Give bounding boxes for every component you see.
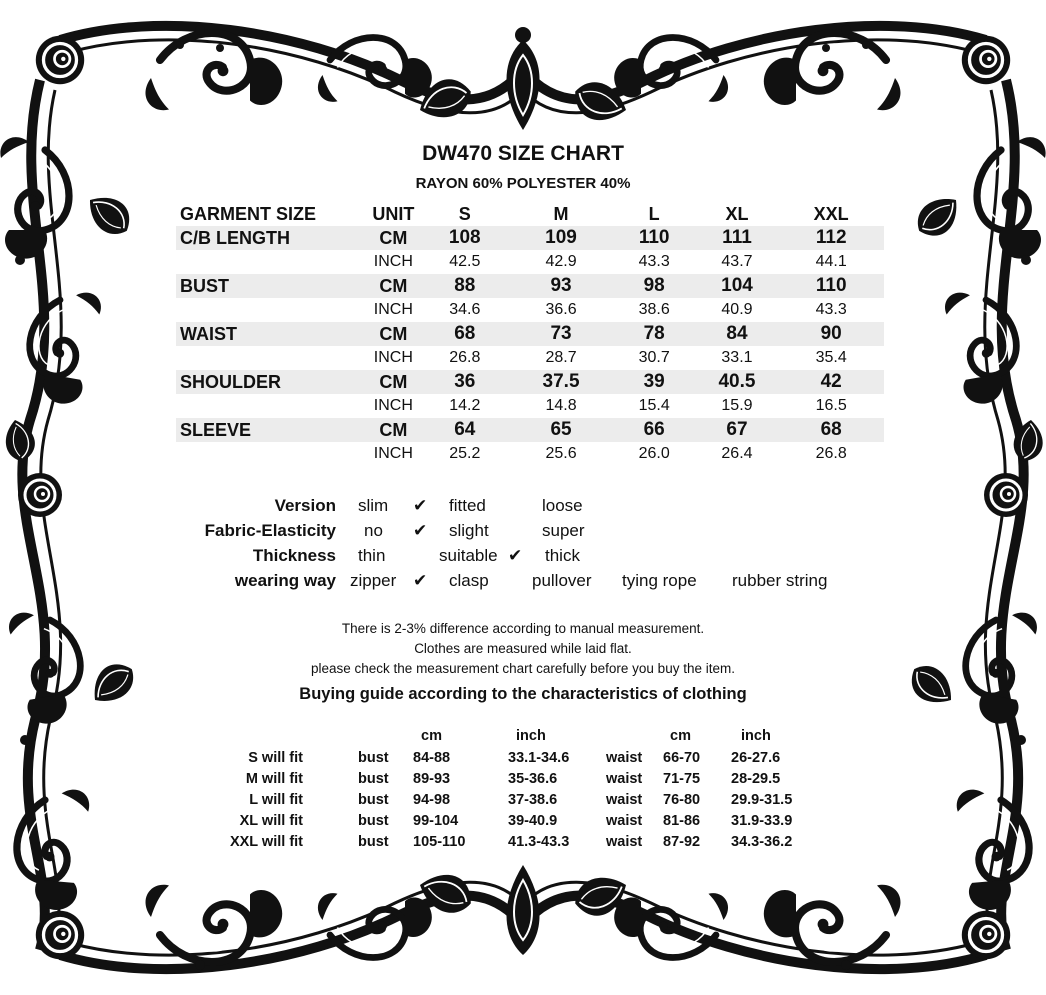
column-header: XL	[725, 203, 749, 224]
guide-waist-inch: 26-27.6	[731, 750, 781, 766]
guide-bust-label: bust	[358, 792, 389, 808]
value-cell: 44.1	[815, 253, 847, 270]
elasticity-option: super	[542, 521, 585, 540]
measure-label: SLEEVE	[176, 418, 366, 442]
guide-size-label: XXL will fit	[229, 834, 303, 850]
measure-label-empty	[176, 394, 366, 418]
value-cell: 40.9	[721, 301, 753, 318]
wearing-option: clasp	[449, 571, 489, 590]
table-row	[176, 394, 884, 418]
guide-waist-cm: 76-80	[663, 792, 701, 808]
guide-waist-inch: 34.3-36.2	[731, 834, 793, 850]
value-cell: 93	[509, 274, 613, 298]
check-icon: ✔	[413, 571, 428, 590]
value-cell: 34.6	[449, 301, 481, 318]
guide-size-label: L will fit	[249, 792, 303, 808]
value-cell: 39	[613, 370, 696, 394]
value-cell: 68	[778, 418, 884, 442]
guide-size-label: M will fit	[245, 771, 303, 787]
guide-bust-inch: 37-38.6	[508, 792, 558, 808]
column-header: M	[553, 203, 569, 224]
value-cell: 16.5	[815, 397, 847, 414]
guide-waist-label: waist	[606, 813, 643, 829]
note-line: There is 2-3% difference according to manual measurement.	[341, 621, 705, 636]
wearing-option: rubber string	[732, 571, 828, 590]
column-header: XXL	[813, 203, 849, 224]
check-icon: ✔	[413, 521, 428, 540]
version-option: fitted	[449, 496, 486, 515]
wearing-option: zipper	[350, 571, 397, 590]
value-cell: 14.2	[449, 397, 481, 414]
column-header: UNIT	[372, 203, 415, 224]
elasticity-option: slight	[449, 521, 489, 540]
table-row	[176, 226, 884, 250]
guide-size-label: XL will fit	[239, 813, 303, 829]
value-cell: 43.3	[815, 301, 847, 318]
value-cell: 64	[420, 418, 509, 442]
elasticity-option: no	[364, 521, 383, 540]
unit-cell: CM	[366, 274, 420, 298]
guide-bust-cm: 89-93	[413, 771, 451, 787]
table-row	[176, 418, 884, 442]
measure-label: WAIST	[176, 322, 366, 346]
wearing-way-label: wearing way	[234, 571, 336, 590]
measure-label: BUST	[176, 274, 366, 298]
value-cell: 14.8	[545, 397, 577, 414]
value-cell: 37.5	[509, 370, 613, 394]
table-row	[176, 442, 884, 466]
value-cell: 15.9	[721, 397, 753, 414]
value-cell: 43.7	[721, 253, 753, 270]
value-cell: 43.3	[638, 253, 670, 270]
measure-label: SHOULDER	[176, 370, 366, 394]
unit-cell: CM	[366, 418, 420, 442]
value-cell: 28.7	[545, 349, 577, 366]
wearing-option: tying rope	[622, 571, 697, 590]
unit-cell: INCH	[373, 301, 413, 318]
value-cell: 33.1	[721, 349, 753, 366]
value-cell: 104	[696, 274, 779, 298]
table-row	[176, 298, 884, 322]
elasticity-label: Fabric-Elasticity	[204, 521, 336, 540]
measure-label-empty	[176, 346, 366, 370]
check-icon: ✔	[508, 546, 523, 565]
guide-bust-inch: 41.3-43.3	[508, 834, 570, 850]
fabric-composition: RAYON 60% POLYESTER 40%	[415, 175, 631, 192]
guide-bust-inch: 39-40.9	[508, 813, 558, 829]
buying-guide-title: Buying guide according to the characteristics of clothing	[299, 685, 747, 703]
value-cell: 90	[778, 322, 884, 346]
value-cell: 68	[420, 322, 509, 346]
guide-waist-cm: 66-70	[663, 750, 701, 766]
guide-waist-inch: 28-29.5	[731, 771, 781, 787]
value-cell: 110	[613, 226, 696, 250]
value-cell: 111	[696, 226, 779, 250]
value-cell: 26.8	[815, 445, 847, 462]
guide-waist-inch: 29.9-31.5	[731, 792, 793, 808]
value-cell: 66	[613, 418, 696, 442]
thickness-label: Thickness	[252, 546, 336, 565]
guide-waist-cm: 81-86	[663, 813, 701, 829]
measure-label-empty	[176, 442, 366, 466]
value-cell: 15.4	[638, 397, 670, 414]
value-cell: 42.5	[449, 253, 481, 270]
guide-bust-inch: 33.1-34.6	[508, 750, 570, 766]
wearing-option: pullover	[532, 571, 592, 590]
value-cell: 88	[420, 274, 509, 298]
column-header: S	[458, 203, 471, 224]
unit-cell: INCH	[373, 397, 413, 414]
thickness-option: thin	[358, 546, 386, 565]
unit-cell: CM	[366, 370, 420, 394]
thickness-option: thick	[545, 546, 580, 565]
value-cell: 26.4	[721, 445, 753, 462]
unit-cell: CM	[366, 226, 420, 250]
value-cell: 84	[696, 322, 779, 346]
guide-bust-cm: 105-110	[413, 834, 466, 850]
column-header: L	[648, 203, 660, 224]
value-cell: 35.4	[815, 349, 847, 366]
value-cell: 42	[778, 370, 884, 394]
table-row	[176, 322, 884, 346]
note-line: Clothes are measured while laid flat.	[414, 641, 632, 656]
check-icon: ✔	[413, 496, 428, 515]
table-row	[176, 274, 884, 298]
guide-bust-label: bust	[358, 771, 389, 787]
value-cell: 25.2	[449, 445, 481, 462]
guide-header-cm: cm	[670, 728, 691, 744]
guide-bust-cm: 99-104	[413, 813, 459, 829]
guide-waist-cm: 87-92	[663, 834, 701, 850]
unit-cell: INCH	[373, 445, 413, 462]
unit-cell: CM	[366, 322, 420, 346]
value-cell: 25.6	[545, 445, 577, 462]
guide-waist-label: waist	[606, 750, 643, 766]
value-cell: 98	[613, 274, 696, 298]
unit-cell: INCH	[373, 349, 413, 366]
value-cell: 38.6	[638, 301, 670, 318]
guide-waist-label: waist	[606, 771, 643, 787]
guide-bust-cm: 94-98	[413, 792, 451, 808]
guide-size-label: S will fit	[248, 750, 303, 766]
table-row	[176, 370, 884, 394]
guide-waist-label: waist	[606, 792, 643, 808]
table-row	[176, 346, 884, 370]
guide-bust-label: bust	[358, 834, 389, 850]
value-cell: 109	[509, 226, 613, 250]
table-header-row	[176, 202, 884, 226]
guide-bust-label: bust	[358, 750, 389, 766]
note-line: please check the measurement chart carefully before you buy the item.	[311, 661, 735, 676]
guide-header-inch: inch	[741, 728, 771, 744]
value-cell: 112	[778, 226, 884, 250]
value-cell: 42.9	[545, 253, 577, 270]
guide-waist-label: waist	[606, 834, 643, 850]
version-label: Version	[274, 496, 336, 515]
value-cell: 26.0	[638, 445, 670, 462]
value-cell: 73	[509, 322, 613, 346]
value-cell: 40.5	[696, 370, 779, 394]
value-cell: 108	[420, 226, 509, 250]
table-row	[176, 250, 884, 274]
value-cell: 67	[696, 418, 779, 442]
measure-label-empty	[176, 250, 366, 274]
guide-bust-label: bust	[358, 813, 389, 829]
size-chart-table	[176, 202, 884, 466]
value-cell: 36	[420, 370, 509, 394]
guide-waist-inch: 31.9-33.9	[731, 813, 793, 829]
guide-header-cm: cm	[421, 728, 442, 744]
page-title: DW470 SIZE CHART	[422, 142, 624, 165]
guide-header-inch: inch	[516, 728, 546, 744]
guide-waist-cm: 71-75	[663, 771, 701, 787]
measure-label-empty	[176, 298, 366, 322]
unit-cell: INCH	[373, 253, 413, 270]
value-cell: 26.8	[449, 349, 481, 366]
version-option: loose	[542, 496, 583, 515]
value-cell: 36.6	[545, 301, 577, 318]
measure-label: C/B LENGTH	[176, 226, 366, 250]
version-option: slim	[358, 496, 389, 515]
value-cell: 78	[613, 322, 696, 346]
value-cell: 30.7	[638, 349, 670, 366]
thickness-option: suitable	[439, 546, 498, 565]
guide-bust-cm: 84-88	[413, 750, 451, 766]
guide-bust-inch: 35-36.6	[508, 771, 558, 787]
value-cell: 110	[778, 274, 884, 298]
value-cell: 65	[509, 418, 613, 442]
column-header: GARMENT SIZE	[180, 203, 317, 224]
